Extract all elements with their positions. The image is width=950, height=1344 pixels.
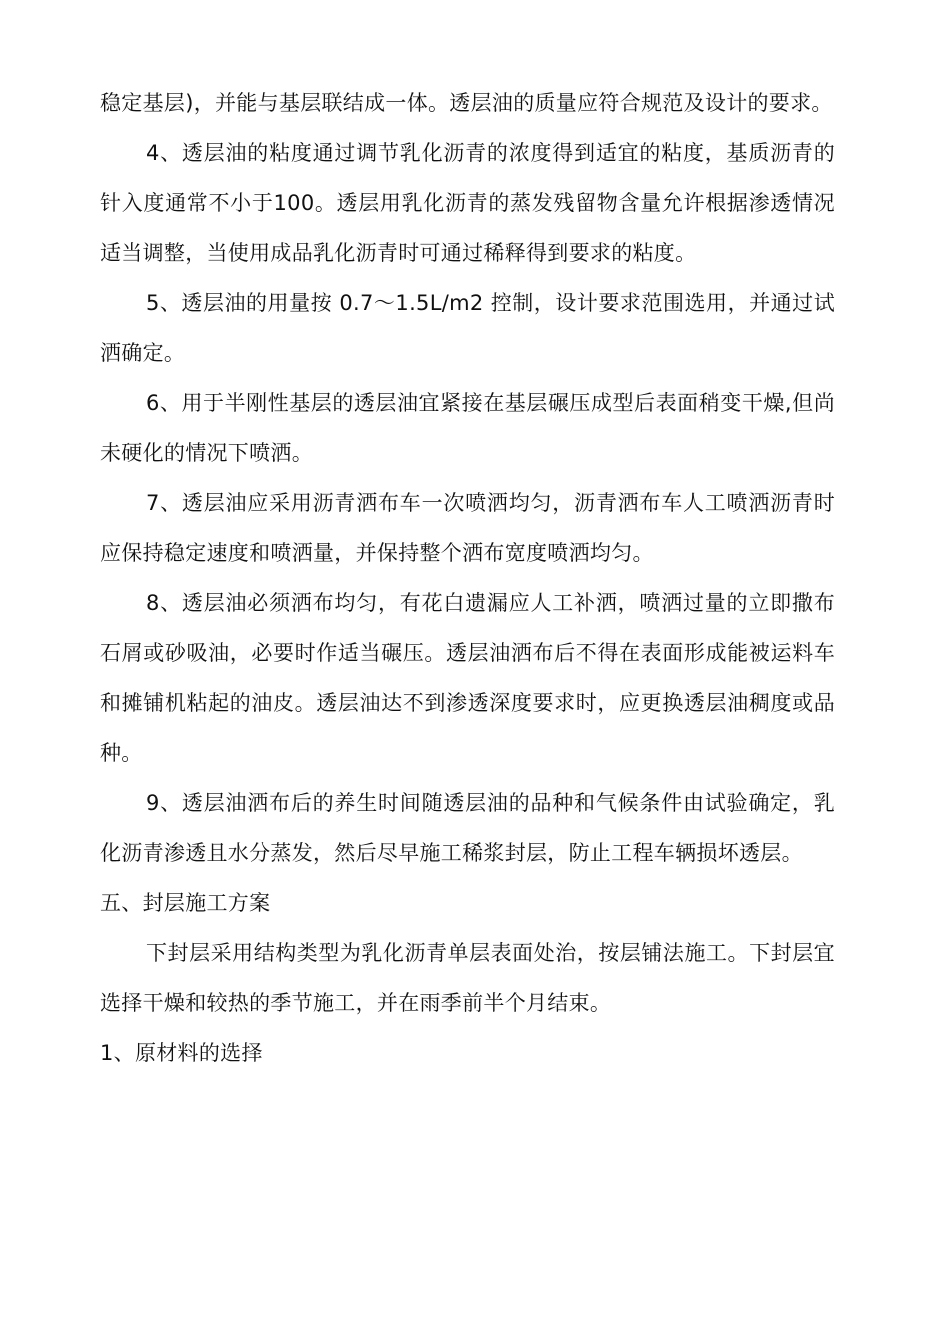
- section-paragraph: 下封层采用结构类型为乳化沥青单层表面处治，按层铺法施工。下封层宜选择干燥和较热的季节施工，并在雨季前半个月结束。: [100, 941, 835, 1015]
- paragraph-item-6: 6、用于半刚性基层的透层油宜紧接在基层碾压成型后表面稍变干燥,但尚未硬化的情况下喷洒。: [100, 391, 835, 465]
- paragraph-item-7: 7、透层油应采用沥青洒布车一次喷洒均匀，沥青洒布车人工喷洒沥青时应保持稳定速度和喷洒量，并保持整个洒布宽度喷洒均匀。: [100, 491, 835, 565]
- paragraph-item-5: 5、透层油的用量按 0.7～1.5L/m2 控制，设计要求范围选用，并通过试洒确定。: [100, 291, 835, 365]
- paragraph-item-4: 4、透层油的粘度通过调节乳化沥青的浓度得到适宜的粘度，基质沥青的针入度通常不小于100。透层用乳化沥青的蒸发残留物含量允许根据渗透情况适当调整，当使用成品乳化沥青时可通过稀释得到要求的粘度。: [100, 141, 835, 265]
- subheading: 1、原材料的选择: [100, 1041, 263, 1065]
- document-body: [100, 78, 835, 1078]
- paragraph-item-8: 8、透层油必须洒布均匀，有花白遗漏应人工补洒，喷洒过量的立即撒布石屑或砂吸油，必要时作适当碾压。透层油洒布后不得在表面形成能被运料车和摊铺机粘起的油皮。透层油达不到渗透深度要求时，应更换透层油稠度或品种。: [100, 591, 835, 765]
- paragraph-item-9: 9、透层油洒布后的养生时间随透层油的品种和气候条件由试验确定，乳化沥青渗透且水分蒸发，然后尽早施工稀浆封层，防止工程车辆损坏透层。: [100, 791, 835, 865]
- section-heading: 五、封层施工方案: [100, 891, 271, 915]
- paragraph-continuation: 稳定基层)，并能与基层联结成一体。透层油的质量应符合规范及设计的要求。: [100, 91, 833, 115]
